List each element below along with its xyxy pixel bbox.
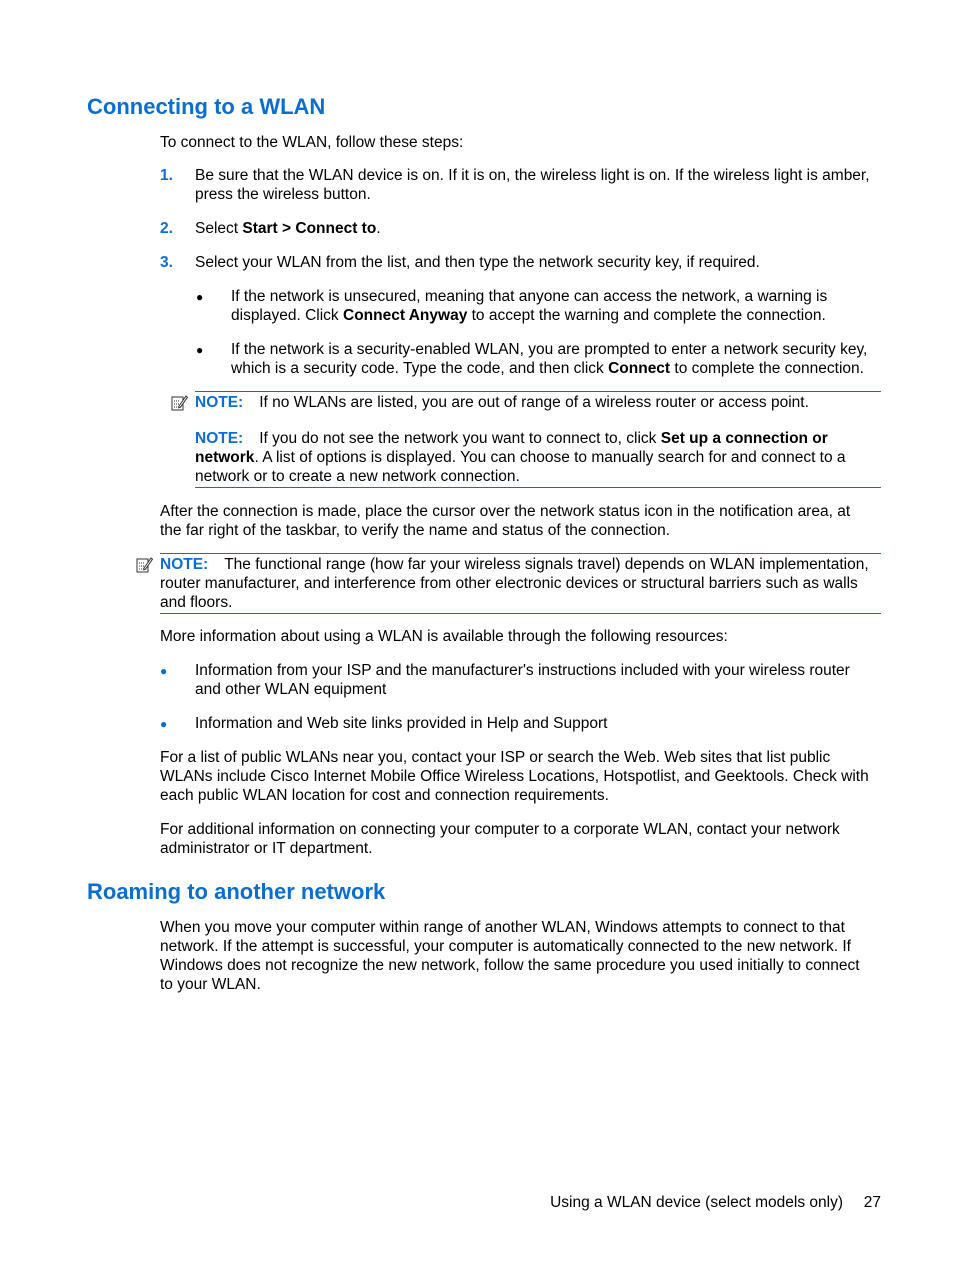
step-number-1: 1. [160,167,173,184]
note-rule-bottom [195,487,881,488]
footer-text: Using a WLAN device (select models only) [550,1194,843,1211]
bullet-2-line1: If the network is a security-enabled WLAN, you are prompted to enter a network security key, [231,341,868,358]
public-line3: each public WLAN location for cost and connection requirements. [160,787,609,804]
bullet-icon: ● [196,343,204,357]
bullet-icon: ● [160,717,168,731]
page-number: 27 [863,1194,881,1211]
roaming-line4: to your WLAN. [160,976,261,993]
step-2-text: Select Start > Connect to. [195,220,381,237]
note-3-line2: router manufacturer, and interference from other electronic devices or structural barriers such as walls [160,575,858,592]
bullet-icon: ● [160,664,168,678]
section-title-connecting: Connecting to a WLAN [87,94,326,119]
roaming-line1: When you move your computer within range of another WLAN, Windows attempts to connect to that [160,919,845,936]
public-line1: For a list of public WLANs near you, contact your ISP or search the Web. Web sites that list public [160,749,831,766]
section-title-roaming: Roaming to another network [87,879,386,904]
note-1: NOTE: If no WLANs are listed, you are out of range of a wireless router or access point. [195,394,809,411]
step-1-line1: Be sure that the WLAN device is on. If it is on, the wireless light is on. If the wireless light is amber, [195,167,870,184]
step-3-text: Select your WLAN from the list, and then type the network security key, if required. [195,254,760,271]
bullet-icon: ● [196,290,204,304]
step-1-line2: press the wireless button. [195,186,371,203]
note-icon [170,394,188,412]
note-2-line2: network. A list of options is displayed. You can choose to manually search for and connect to a [195,449,846,466]
after-line1: After the connection is made, place the cursor over the network status icon in the notification area, at [160,503,851,520]
step-number-3: 3. [160,254,173,271]
after-line2: the far right of the taskbar, to verify the name and status of the connection. [160,522,671,539]
roaming-line3: Windows does not recognize the new network, follow the same procedure you used initially to connect [160,957,860,974]
step-number-2: 2. [160,220,173,237]
bullet-2-line2: which is a security code. Type the code, and then click Connect to complete the connection. [231,360,864,377]
note-2-line3: network or to create a new network connection. [195,468,520,485]
corporate-line2: administrator or IT department. [160,840,373,857]
note-rule-top [195,391,881,392]
corporate-line1: For additional information on connecting your computer to a corporate WLAN, contact your network [160,821,840,838]
bullet-1-line2: displayed. Click Connect Anyway to accept the warning and complete the connection. [231,307,826,324]
note-rule-bottom [160,613,881,614]
note-3-line1: NOTE: The functional range (how far your wireless signals travel) depends on WLAN implementation, [160,556,869,573]
note-icon [135,556,153,574]
intro-text: To connect to the WLAN, follow these steps: [160,134,464,151]
resource-2-line1: Information and Web site links provided in Help and Support [195,715,608,732]
note-2-line1: NOTE: If you do not see the network you want to connect to, click Set up a connection or [195,430,828,447]
note-rule-top [160,553,881,554]
note-3-line3: and floors. [160,594,233,611]
bullet-1-line1: If the network is unsecured, meaning that anyone can access the network, a warning is [231,288,828,305]
resource-1-line2: and other WLAN equipment [195,681,387,698]
more-info-text: More information about using a WLAN is available through the following resources: [160,628,728,645]
roaming-line2: network. If the attempt is successful, your computer is automatically connected to the new network. If [160,938,851,955]
public-line2: WLANs include Cisco Internet Mobile Office Wireless Locations, Hotspotlist, and Geektools. Check with [160,768,869,785]
resource-1-line1: Information from your ISP and the manufacturer's instructions included with your wireless router [195,662,850,679]
